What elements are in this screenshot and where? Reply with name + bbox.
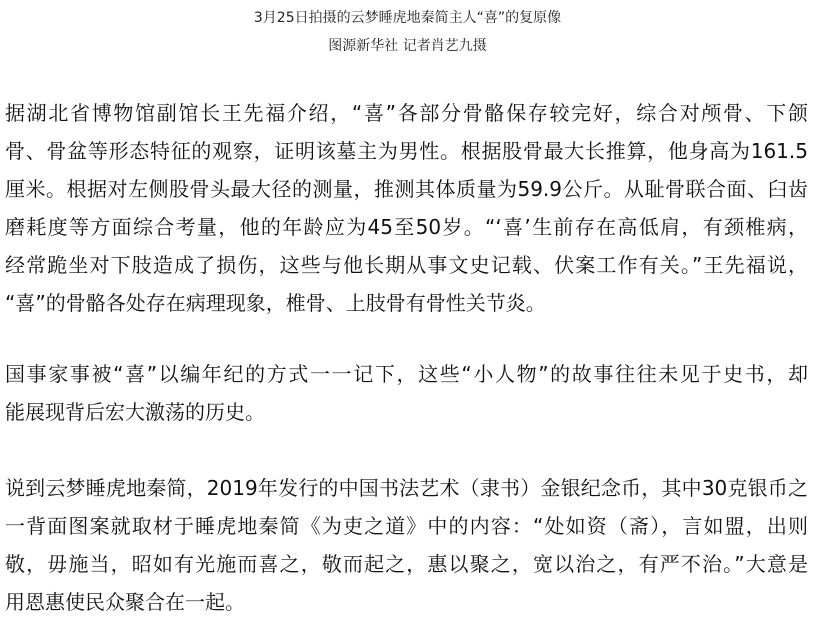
- article-paragraph-1: [5, 94, 808, 322]
- paragraph-line: 说到云梦睡虎地秦简，2019年发行的中国书法艺术（隶书）金银纪念币，其中30克银币之: [5, 476, 808, 500]
- paragraph-line: 敬，毋施当，昭如有光施而喜之，敬而起之，惠以聚之，宽以治之，有严不治。”大意是: [5, 552, 808, 576]
- photo-credit: 图源新华社 记者肖艺九摄: [328, 38, 487, 54]
- paragraph-line: “喜”的骨骼各处存在病理现象，椎骨、上肢骨有骨性关节炎。: [5, 291, 546, 315]
- paragraph-line: 用恩惠使民众聚合在一起。: [5, 590, 245, 614]
- article-paragraph-2: [5, 355, 808, 431]
- paragraph-line: 磨耗度等方面综合考量，他的年龄应为45至50岁。“‘喜’生前存在高低肩，有颈椎病，: [5, 215, 808, 239]
- paragraph-line: 厘米。根据对左侧股骨头最大径的测量，推测其体质量为59.9公斤。从耻骨联合面、臼齿: [5, 177, 808, 201]
- paragraph-line: 经常跪坐对下肢造成了损伤，这些与他长期从事文史记载、伏案工作有关。”王先福说，: [5, 253, 808, 277]
- paragraph-line: 骨、骨盆等形态特征的观察，证明该墓主为男性。根据股骨最大长推算，他身高为161.5: [5, 139, 808, 163]
- paragraph-line: 国事家事被“喜”以编年纪的方式一一记下，这些“小人物”的故事往往未见于史书，却: [5, 362, 808, 386]
- photo-caption: 3月25日拍摄的云梦睡虎地秦简主人“喜”的复原像: [253, 10, 562, 26]
- article-paragraph-3: [5, 469, 808, 621]
- paragraph-line: 能展现背后宏大激荡的历史。: [5, 400, 265, 424]
- paragraph-line: 据湖北省博物馆副馆长王先福介绍，“喜”各部分骨骼保存较完好，综合对颅骨、下颌: [5, 101, 808, 125]
- paragraph-line: 一背面图案就取材于睡虎地秦简《为吏之道》中的内容：“处如资（斋），言如盟，出则: [5, 514, 808, 538]
